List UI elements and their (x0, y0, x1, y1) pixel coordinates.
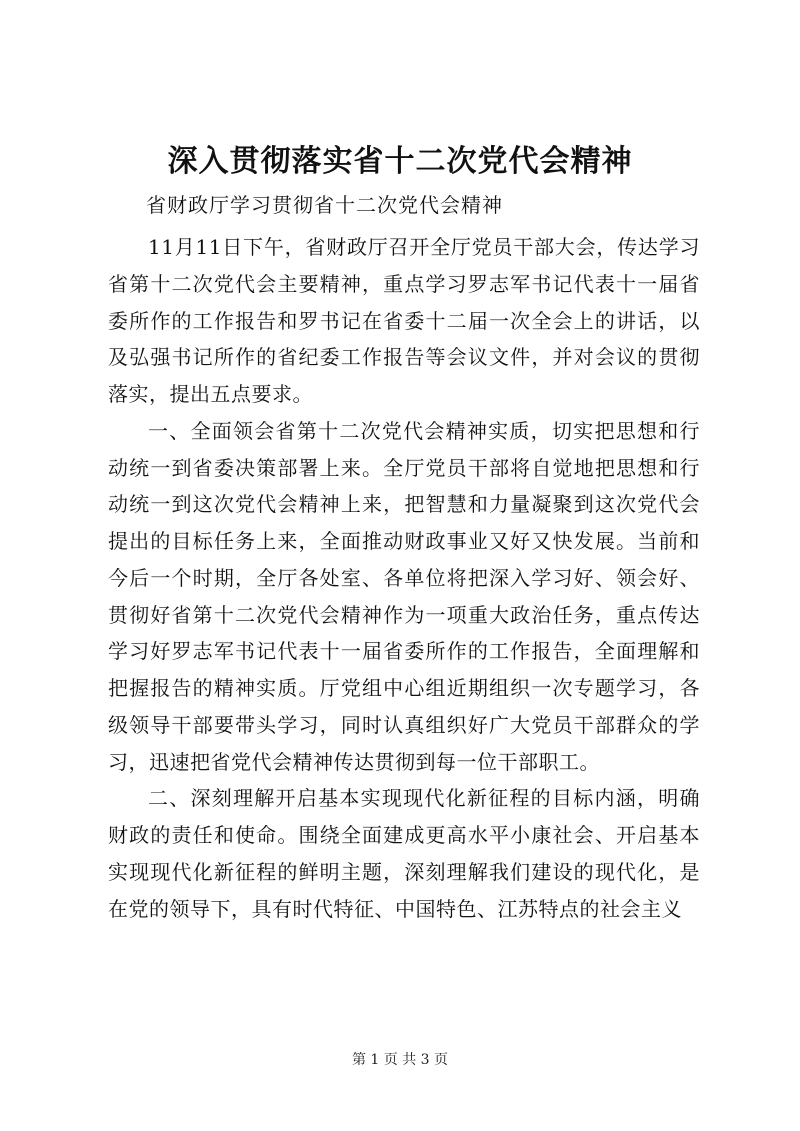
paragraph-point-one: 一、全面领会省第十二次党代会精神实质，切实把思想和行动统一到省委决策部署上来。全厅党员干部将自觉地把思想和行动统一到这次党代会精神上来，把智慧和力量凝聚到这次党代会提出的目标任务上来，全面推动财政事业又好又快发展。当前和今后一个时期，全厅各处室、各单位将把深入学习好、领会好、贯彻好省第十二次党代会精神作为一项重大政治任务，重点传达学习好罗志军书记代表十一届省委所作的工作报告，全面理解和把握报告的精神实质。厅党组中心组近期组织一次专题学习，各级领导干部要带头学习，同时认真组织好广大党员干部群众的学习，迅速把省党代会精神传达贯彻到每一位干部职工。 (108, 418, 700, 774)
document-body (108, 229, 700, 927)
document-subtitle: 省财政厅学习贯彻省十二次党代会精神 (146, 193, 503, 217)
paragraph-point-two: 二、深刻理解开启基本实现现代化新征程的目标内涵，明确财政的责任和使命。围绕全面建成更高水平小康社会、开启基本实现现代化新征程的鲜明主题，深刻理解我们建设的现代化，是在党的领导下，具有时代特征、中国特色、江苏特点的社会主义 (108, 786, 700, 921)
page-footer: 第 1 页 共 3 页 (351, 1052, 449, 1068)
document-title: 深入贯彻落实省十二次党代会精神 (167, 144, 633, 179)
paragraph-meeting-summary: 11月11日下午，省财政厅召开全厅党员干部大会，传达学习省第十二次党代会主要精神，重点学习罗志军书记代表十一届省委所作的工作报告和罗书记在省委十二届一次全会上的讲话，以及弘强书记所作的省纪委工作报告等会议文件，并对会议的贯彻落实，提出五点要求。 (108, 235, 700, 406)
